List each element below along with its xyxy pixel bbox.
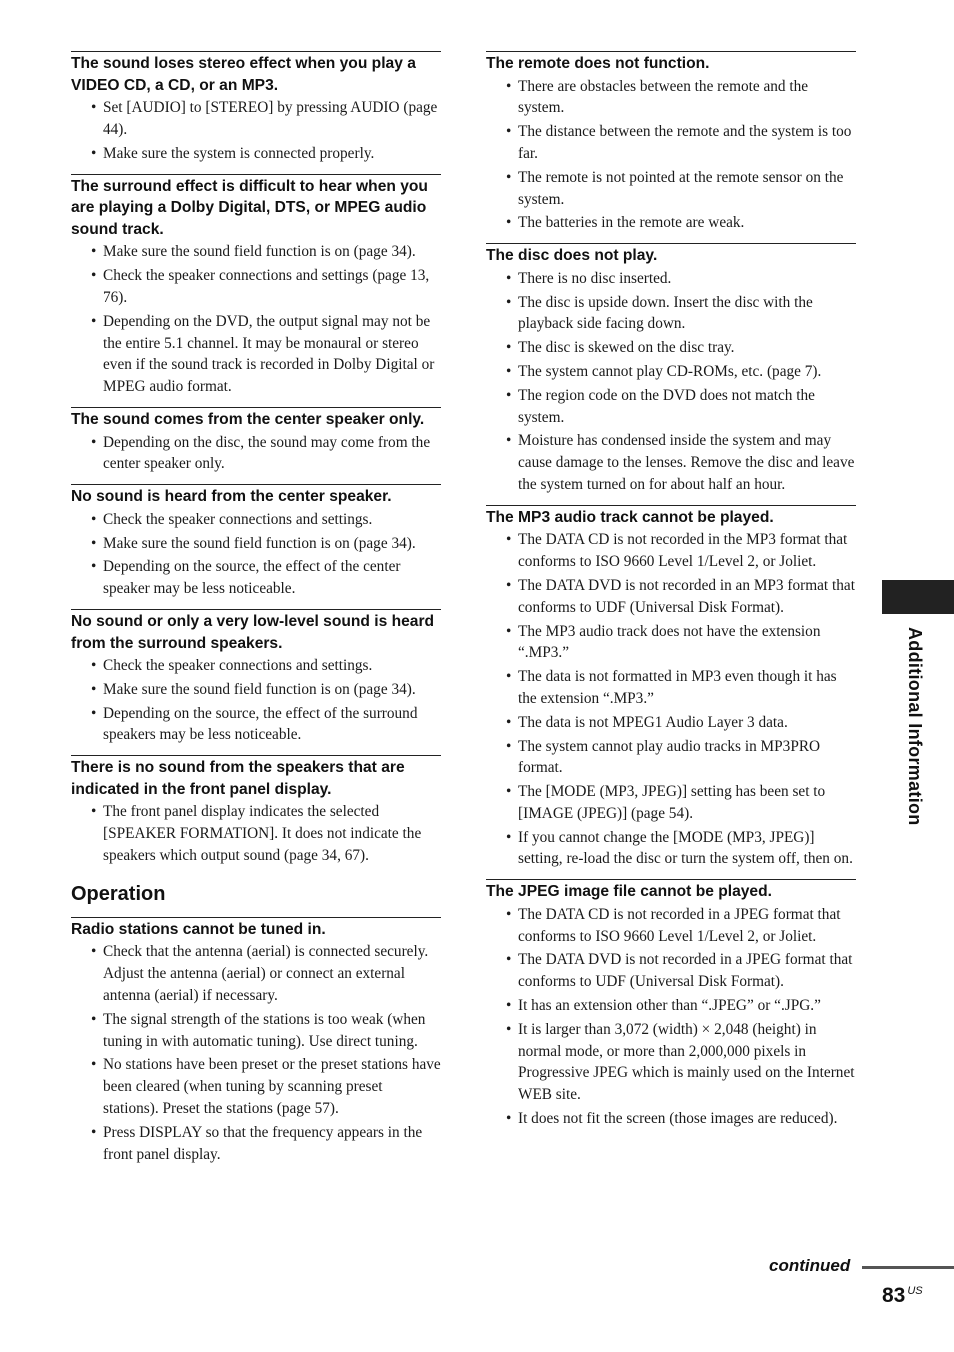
left-column [71, 51, 441, 1174]
continued-label: continued [769, 1256, 851, 1275]
bullet-item: • The system cannot play CD-ROMs, etc. (page 7). [486, 361, 856, 383]
troubleshooting-section [71, 917, 441, 1166]
section-heading: No sound or only a very low-level sound is heard from the surround speakers. [71, 612, 435, 652]
section-heading: There is no sound from the speakers that are indicated in the front panel display. [71, 759, 405, 798]
continued-rule [862, 1266, 954, 1269]
bullet-item: • Make sure the sound field function is on (page 34). [71, 679, 441, 701]
section-heading: The MP3 audio track cannot be played. [486, 508, 774, 526]
bullet-item: • Press DISPLAY so that the frequency appears in the front panel display. [71, 1122, 441, 1166]
operation-sections [71, 917, 441, 1166]
troubleshooting-section [486, 243, 856, 496]
bullet-item: • If you cannot change the [MODE (MP3, JPEG)] setting, re-load the disc or turn the system off, then on. [486, 827, 856, 871]
troubleshooting-section [486, 505, 856, 871]
operation-heading: Operation [71, 882, 166, 905]
bullet-item: • The DATA CD is not recorded in a JPEG format that conforms to ISO 9660 Level 1/Level 2, or Joliet. [486, 904, 856, 948]
bullet-item: • The region code on the DVD does not match the system. [486, 385, 856, 429]
troubleshooting-section [71, 51, 441, 165]
troubleshooting-section [71, 174, 441, 398]
troubleshooting-section [71, 484, 441, 600]
bullet-item: • The signal strength of the stations is too weak (when tuning in with automatic tuning). Use direct tuning. [71, 1009, 441, 1053]
bullet-list [486, 529, 856, 870]
bullet-item: • Depending on the source, the effect of the center speaker may be less noticeable. [71, 556, 441, 600]
section-tab-label: Additional Information [905, 627, 925, 826]
troubleshooting-section [71, 755, 441, 867]
bullet-item: • No stations have been preset or the preset stations have been cleared (when tuning by scanning preset stations). Preset the stations (page 57). [71, 1054, 441, 1119]
section-heading: Radio stations cannot be tuned in. [71, 920, 326, 938]
bullet-item: • Depending on the DVD, the output signal may not be the entire 5.1 channel. It may be monaural or stereo even if the sound track is recorded in Dolby Digital or MPEG audio format. [71, 311, 441, 398]
section-heading: The sound comes from the center speaker only. [71, 410, 425, 428]
bullet-item: • Make sure the system is connected properly. [71, 143, 441, 165]
bullet-list [486, 904, 856, 1130]
bullet-list [71, 509, 441, 600]
bullet-item: • The [MODE (MP3, JPEG)] setting has been set to [IMAGE (JPEG)] (page 54). [486, 781, 856, 825]
bullet-item: • The DATA DVD is not recorded in a JPEG format that conforms to UDF (Universal Disk Format). [486, 949, 856, 993]
bullet-item: • It does not fit the screen (those images are reduced). [486, 1108, 856, 1130]
bullet-item: • Check the speaker connections and settings. [71, 655, 441, 677]
section-heading: No sound is heard from the center speaker. [71, 488, 392, 506]
page-number [882, 1284, 923, 1308]
bullet-item: • Check the speaker connections and settings. [71, 509, 441, 531]
bullet-item: • Moisture has condensed inside the system and may cause damage to the lenses. Remove the disc and leave the system turned on for about half an hour. [486, 430, 856, 495]
bullet-item: • The batteries in the remote are weak. [486, 212, 856, 234]
bullet-list [71, 241, 441, 398]
section-tab-marker [882, 580, 954, 614]
bullet-item: • The front panel display indicates the selected [SPEAKER FORMATION]. It does not indicate the speakers which output sound (page 34, 67). [71, 801, 441, 866]
bullet-item: • The disc is skewed on the disc tray. [486, 337, 856, 359]
page-number-suffix: US [907, 1285, 923, 1297]
bullet-item: • Depending on the source, the effect of the surround speakers may be less noticeable. [71, 703, 441, 747]
section-heading: The disc does not play. [486, 247, 658, 265]
troubleshooting-section [486, 51, 856, 234]
page-number-value: 83 [882, 1284, 906, 1307]
bullet-item: • It is larger than 3,072 (width) × 2,048 (height) in normal mode, or more than 2,000,000 pixels in Progressive JPEG which is mainly used on the Internet WEB site. [486, 1019, 856, 1106]
bullet-item: • Set [AUDIO] to [STEREO] by pressing AUDIO (page 44). [71, 97, 441, 141]
bullet-list [71, 941, 441, 1165]
bullet-item: • The DATA CD is not recorded in the MP3 format that conforms to ISO 9660 Level 1/Level 2, or Joliet. [486, 529, 856, 573]
bullet-item: • The system cannot play audio tracks in MP3PRO format. [486, 736, 856, 780]
section-heading: The JPEG image file cannot be played. [486, 883, 772, 901]
bullet-item: • The data is not formatted in MP3 even though it has the extension “.MP3.” [486, 666, 856, 710]
left-sections [71, 51, 441, 867]
troubleshooting-section [486, 879, 856, 1130]
section-heading: The surround effect is difficult to hear when you are playing a Dolby Digital, DTS, or MPEG audio sound track. [71, 177, 428, 238]
bullet-item: • There are obstacles between the remote and the system. [486, 76, 856, 120]
bullet-item: • It has an extension other than “.JPEG” or “.JPG.” [486, 995, 856, 1017]
bullet-item: • Make sure the sound field function is on (page 34). [71, 533, 441, 555]
bullet-item: • The remote is not pointed at the remote sensor on the system. [486, 167, 856, 211]
bullet-item: • The DATA DVD is not recorded in an MP3 format that conforms to UDF (Universal Disk Format). [486, 575, 856, 619]
bullet-list [71, 432, 441, 476]
bullet-list [71, 801, 441, 866]
bullet-item: • The distance between the remote and the system is too far. [486, 121, 856, 165]
section-heading: The sound loses stereo effect when you play a VIDEO CD, a CD, or an MP3. [71, 55, 416, 94]
bullet-item: • The data is not MPEG1 Audio Layer 3 data. [486, 712, 856, 734]
bullet-item: • The MP3 audio track does not have the extension “.MP3.” [486, 621, 856, 665]
bullet-item: • Check that the antenna (aerial) is connected securely. Adjust the antenna (aerial) or connect an external antenna (aerial) if necessary. [71, 941, 441, 1006]
troubleshooting-section [71, 407, 441, 475]
bullet-item: • Depending on the disc, the sound may come from the center speaker only. [71, 432, 441, 476]
troubleshooting-section [71, 609, 441, 746]
bullet-item: • There is no disc inserted. [486, 268, 856, 290]
bullet-item: • Check the speaker connections and settings (page 13, 76). [71, 265, 441, 309]
bullet-item: • The disc is upside down. Insert the disc with the playback side facing down. [486, 292, 856, 336]
bullet-item: • Make sure the sound field function is on (page 34). [71, 241, 441, 263]
bullet-list [71, 97, 441, 164]
bullet-list [71, 655, 441, 746]
right-column [486, 51, 856, 1139]
bullet-list [486, 268, 856, 496]
bullet-list [486, 76, 856, 235]
section-heading: The remote does not function. [486, 55, 710, 72]
